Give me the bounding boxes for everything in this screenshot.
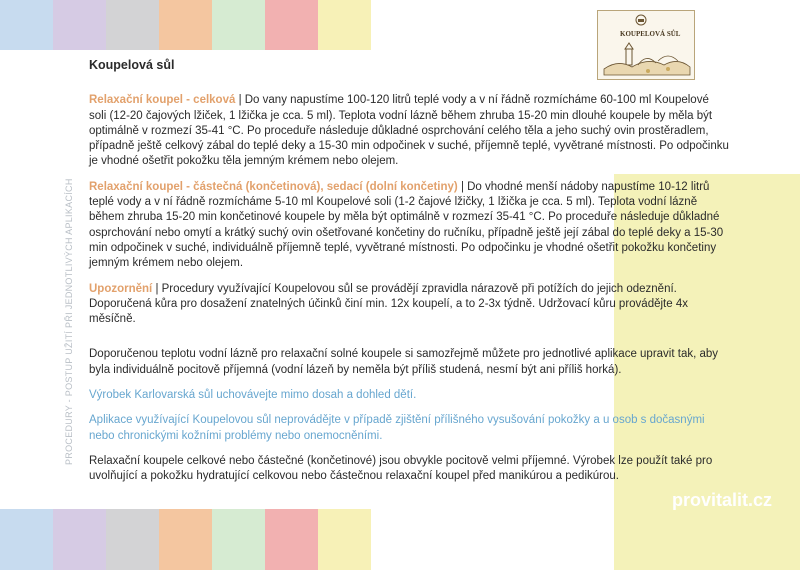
stripe-yellow bbox=[318, 0, 371, 50]
paragraph-temperature-note: Doporučenou teplotu vodní lázně pro relaxační solné koupele si samozřejmě můžete pro jednotlivé aplikace upravit tak, aby byla individuálně pocitově příjemná (vodní lázeň by neměla být příliš studená, nesmí být ani příliš horká). bbox=[89, 348, 719, 376]
paragraph-text: | Do vany napustíme 100-120 litrů teplé vody a v ní řádně rozmícháme 60-100 ml Koupelové soli (12-20 čajových lžiček, 1 lžička je cca. 5 ml). Teplota vodní lázně během zhruba 15-20 min dlouhé koupele by měla být optimálně v rozmezí 35-41 °C. Po proceduře následuje důkladné osprchování celého těla a jeho suchý ovin prostěradlem, případně ještě celkový zábal do teplé deky a 15-30 min odpočinek v suché, příjemně teplé, vyvětrané místnosti. Po odpočinku je vhodné ošetřit pokožku těla jemným krémem nebo olejem. bbox=[89, 94, 729, 168]
paragraph-warning bbox=[89, 282, 729, 328]
paragraph-partial-bath bbox=[89, 180, 729, 272]
paragraph-text: | Procedury využívající Koupelovou sůl se provádějí zpravidla nárazově při potížích do jejich odeznění. Doporučená kůra pro dosažení znatelných účinků činí min. 12x koupelí, a to 2-3x týdně. Udržovací kůru provádějte 4x měsíčně. bbox=[89, 282, 688, 326]
stripe-orange bbox=[159, 0, 212, 50]
brand-url: provitalit.cz bbox=[671, 490, 772, 510]
stripe-pink bbox=[265, 0, 318, 50]
stripe-lavender bbox=[53, 0, 106, 50]
stripe-blue bbox=[0, 509, 53, 570]
stripe-orange bbox=[159, 509, 212, 570]
main-content bbox=[89, 58, 729, 495]
paragraph-contraindication-note: Aplikace využívající Koupelovou sůl neprovádějte v případě zjištění přílišného vysušování pokožky a u osob s dočasnými nebo chronickými kožními problémy nebo onemocněními. bbox=[89, 414, 705, 442]
page-title: Koupelová sůl bbox=[89, 58, 175, 72]
stripe-green bbox=[212, 0, 265, 50]
paragraph-storage-note: Výrobek Karlovarská sůl uchovávejte mimo dosah a dohled dětí. bbox=[89, 389, 417, 402]
bottom-color-stripes bbox=[0, 509, 371, 570]
stripe-yellow bbox=[318, 509, 371, 570]
paragraph-text: | Do vhodné menší nádoby napustíme 10-12 litrů teplé vody a v ní řádně rozmícháme 5-10 ml Koupelové soli (1-2 čajové lžičky, 1 lžička je cca. 5 ml). Teplota vodní lázně během zhruba 15-20 min končetinové koupele by měla být optimálně v rozmezí 35-41 °C. Po proceduře následuje důkladné osprchování nebo omytí a krátký suchý ovin ošetřované končetiny do ručníku, případně ještě její zábal do teplé deky a 15-30 min odpočinek v suché, individuálně příjemně teplé, vyvětrané místnosti. Po odpočinku je vhodné ošetřit pokožku končetiny jemným krémem nebo olejem. bbox=[89, 180, 724, 270]
stripe-blue bbox=[0, 0, 53, 50]
stripe-green bbox=[212, 509, 265, 570]
vertical-section-label: PROCEDURY - POSTUP UŽITÍ PŘI JEDNOTLIVÝCH APLIKACÍCH bbox=[64, 178, 74, 465]
paragraph-heading: Relaxační koupel - celková bbox=[89, 94, 236, 107]
top-color-stripes bbox=[0, 0, 371, 50]
logo-wordmark: KOUPELOVÁ SŮL bbox=[620, 30, 681, 38]
stripe-grey bbox=[106, 509, 159, 570]
paragraph-heading: Relaxační koupel - částečná (končetinová), sedací (dolní končetiny) bbox=[89, 180, 458, 193]
stripe-grey bbox=[106, 0, 159, 50]
paragraph-heading: Upozornění bbox=[89, 282, 153, 295]
stripe-pink bbox=[265, 509, 318, 570]
paragraph-closing-note: Relaxační koupele celkové nebo částečné (končetinové) jsou obvykle pocitově velmi příjemné. Výrobek lze použít také pro uvolňující a pokožku hydratující celkovou nebo částečnou relaxační koupel před manikúrou a pedikúrou. bbox=[89, 454, 713, 483]
stripe-lavender bbox=[53, 509, 106, 570]
paragraph-full-bath bbox=[89, 93, 729, 169]
